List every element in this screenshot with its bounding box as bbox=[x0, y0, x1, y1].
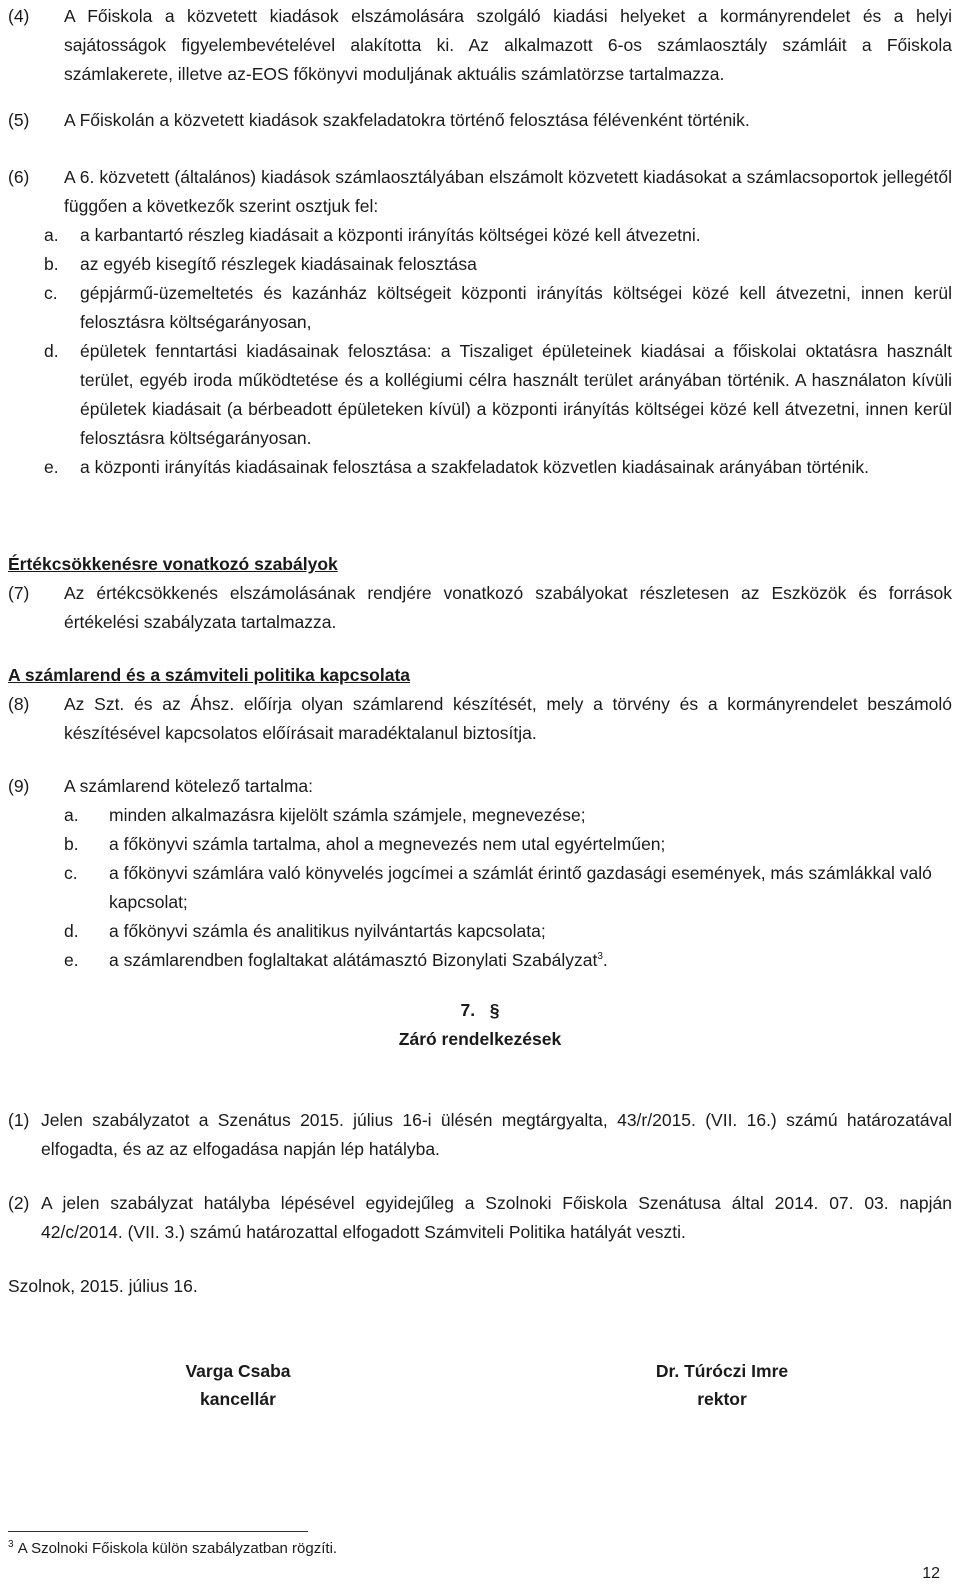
paragraph-number: (7) bbox=[8, 583, 30, 603]
section-number: 7. § bbox=[460, 1000, 500, 1020]
paragraph-text: Az értékcsökkenés elszámolásának rendjére vonatkozó szabályokat részletesen az Eszközök és források értékelési szabályzata tartalmazza. bbox=[64, 583, 952, 632]
footnote-divider bbox=[8, 1531, 308, 1532]
list-item: e. a számlarendben foglaltakat alátámasztó Bizonylati Szabályzat$^3$. bbox=[64, 950, 608, 970]
list-item: e. a központi irányítás kiadásainak felosztása a szakfeladatok közvetlen kiadásainak arányában történik. bbox=[44, 457, 869, 477]
footnote-text: A Szolnoki Főiskola külön szabályzatban rögzíti. bbox=[17, 1540, 338, 1557]
paragraph-text: Jelen szabályzatot a Szenátus 2015. július 16-i ülésén megtárgyalta, 43/r/2015. (VII. 16.) számú határozatával elfogadta, és az az elfogadása napján lép hatályba. bbox=[41, 1110, 952, 1159]
section-heading: Értékcsökkenésre vonatkozó szabályok bbox=[8, 554, 338, 574]
signature-block bbox=[592, 1357, 852, 1413]
paragraph-7 bbox=[8, 579, 952, 637]
paragraph-text: A számlarend kötelező tartalma: bbox=[64, 776, 314, 796]
footnote-ref: 3 bbox=[597, 951, 603, 963]
paragraph-text: Az Szt. és az Áhsz. előírja olyan számlarend készítését, mely a törvény és a kormányrendelet beszámoló készítésével kapcsolatos előírásait maradéktalanul biztosítja. bbox=[64, 694, 952, 743]
paragraph-sign-icon: § bbox=[489, 1000, 500, 1020]
signatory-title: rektor bbox=[697, 1389, 747, 1409]
paragraph-8 bbox=[8, 690, 952, 748]
list-item: c. a főkönyvi számlára való könyvelés jogcímei a számlát érintő gazdasági események, más számlákkal való kapcsolat; bbox=[64, 863, 932, 912]
paragraph-text: A Főiskola a közvetett kiadások elszámolására szolgáló kiadási helyeket a kormányrendelet és a helyi sajátosságok figyelembevételével alakította ki. Az alkalmazott 6-os számlaosztály számláit a Főiskola számlakerete, illetve az-EOS főkönyvi moduljának aktuális számlatörzse tartalmazza. bbox=[64, 6, 952, 84]
paragraph-number: (2) bbox=[8, 1193, 30, 1213]
paragraph-text: A 6. közvetett (általános) kiadások számlaosztályában elszámolt közvetett kiadásokat a számlacsoportok jellegétől függően a következők szerint osztjuk fel: bbox=[64, 167, 952, 216]
section-title: Záró rendelkezések bbox=[398, 1029, 562, 1049]
signatory-title: kancellár bbox=[200, 1389, 276, 1409]
list-item: d. a főkönyvi számla és analitikus nyilvántartás kapcsolata; bbox=[64, 921, 546, 941]
paragraph-number: (4) bbox=[8, 6, 30, 26]
footnote-mark: 3 bbox=[8, 1539, 14, 1550]
signature-block bbox=[108, 1357, 368, 1413]
paragraph-text: A Főiskolán a közvetett kiadások szakfeladatokra történő felosztása félévenként történik. bbox=[64, 110, 750, 130]
paragraph-number: (6) bbox=[8, 167, 30, 187]
list-item: a. a karbantartó részleg kiadásait a központi irányítás költségei közé kell átvezetni. bbox=[44, 225, 701, 245]
list-item: d. épületek fenntartási kiadásainak felosztása: a Tiszaliget épületeinek kiadásai a főiskolai oktatásra használt terület, egyéb iroda működtetése és a kollégiumi célra használt terület arányában történik. A használaton kívüli épületek kiadásait (a bérbeadott épületeken kívül) a központi irányítás költségei közé kell átvezetni, innen kerül felosztásra költségarányosan. bbox=[44, 341, 952, 448]
signatory-name: Varga Csaba bbox=[185, 1361, 291, 1381]
paragraph-number: (5) bbox=[8, 110, 30, 130]
section-heading: A számlarend és a számviteli politika kapcsolata bbox=[8, 665, 411, 685]
place-date: Szolnok, 2015. július 16. bbox=[8, 1276, 198, 1296]
closing-paragraph-2 bbox=[8, 1189, 952, 1247]
list-item: b. az egyéb kisegítő részlegek kiadásainak felosztása bbox=[44, 254, 477, 274]
paragraph-number: (8) bbox=[8, 694, 30, 714]
footnote bbox=[8, 1540, 337, 1557]
paragraph-5 bbox=[8, 106, 952, 135]
paragraph-number: (1) bbox=[8, 1110, 30, 1130]
list-item: c. gépjármű-üzemeltetés és kazánház költségeit központi irányítás költségei közé kell átvezetni, innen kerül felosztásra költségarányosan, bbox=[44, 283, 952, 332]
paragraph-9 bbox=[8, 772, 952, 975]
closing-paragraph-1 bbox=[8, 1106, 952, 1164]
list-item: b. a főkönyvi számla tartalma, ahol a megnevezés nem utal egyértelműen; bbox=[64, 834, 666, 854]
signatory-name: Dr. Túróczi Imre bbox=[655, 1361, 789, 1381]
paragraph-number: (9) bbox=[8, 776, 30, 796]
paragraph-text: A jelen szabályzat hatályba lépésével egyidejűleg a Szolnoki Főiskola Szenátusa által 2014. 07. 03. napján 42/c/2014. (VII. 3.) számú határozattal elfogadott Számviteli Politika hatályát veszti. bbox=[41, 1193, 952, 1242]
paragraph-6 bbox=[8, 163, 952, 482]
list-item: a. minden alkalmazásra kijelölt számla számjele, megnevezése; bbox=[64, 805, 586, 825]
page-number: 12 bbox=[922, 1565, 940, 1582]
paragraph-4 bbox=[8, 2, 952, 89]
